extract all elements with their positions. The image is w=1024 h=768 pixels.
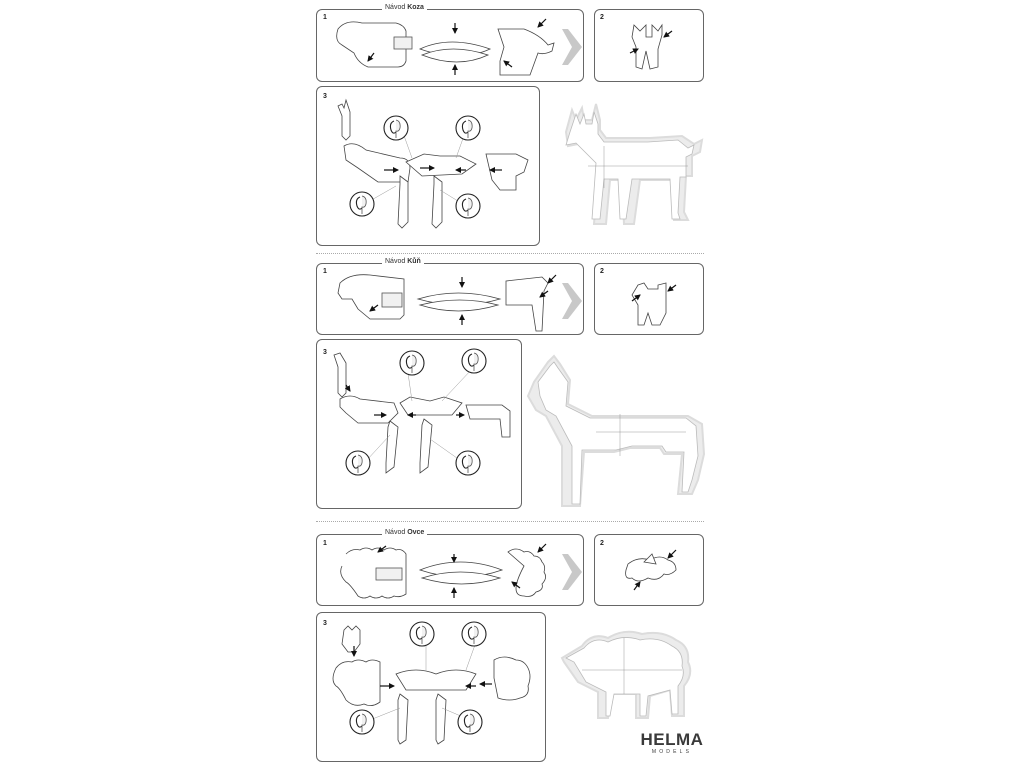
- ovce-step1-drawing: [316, 534, 584, 606]
- ovce-step3-drawing: [316, 612, 546, 762]
- koza-title-animal: Koza: [407, 4, 424, 11]
- logo-sub-text: MODELS: [651, 749, 693, 755]
- koza-step3-number: 3: [323, 93, 327, 100]
- koza-step3-drawing: [316, 86, 540, 246]
- kun-step3-number: 3: [323, 349, 327, 356]
- section-divider-1: [316, 253, 704, 254]
- ovce-step2-drawing: [594, 534, 704, 606]
- koza-step2-number: 2: [600, 14, 604, 21]
- ovce-assembled-illustration: [552, 620, 702, 730]
- ovce-step3-number: 3: [323, 620, 327, 627]
- ovce-title-animal: Ovce: [407, 529, 425, 536]
- koza-step1-number: 1: [323, 14, 327, 21]
- koza-step2-drawing: [594, 9, 704, 82]
- logo-main-text: HELMA: [640, 730, 704, 749]
- ovce-step1-number: 1: [323, 540, 327, 547]
- ovce-step2-number: 2: [600, 540, 604, 547]
- kun-title-prefix: Návod: [385, 258, 406, 265]
- kun-step1-drawing: [316, 263, 584, 335]
- kun-step1-number: 1: [323, 268, 327, 275]
- kun-title-animal: Kůň: [407, 258, 421, 265]
- koza-title-prefix: Návod: [385, 4, 406, 11]
- koza-assembled-illustration: [548, 96, 708, 246]
- helma-models-logo: [640, 731, 704, 755]
- kun-step3-drawing: [316, 339, 522, 509]
- ovce-title-prefix: Návod: [385, 529, 406, 536]
- koza-step1-drawing: [316, 9, 584, 82]
- section-divider-2: [316, 521, 704, 522]
- kun-assembled-illustration: [526, 352, 706, 512]
- kun-step2-drawing: [594, 263, 704, 335]
- kun-step2-number: 2: [600, 268, 604, 275]
